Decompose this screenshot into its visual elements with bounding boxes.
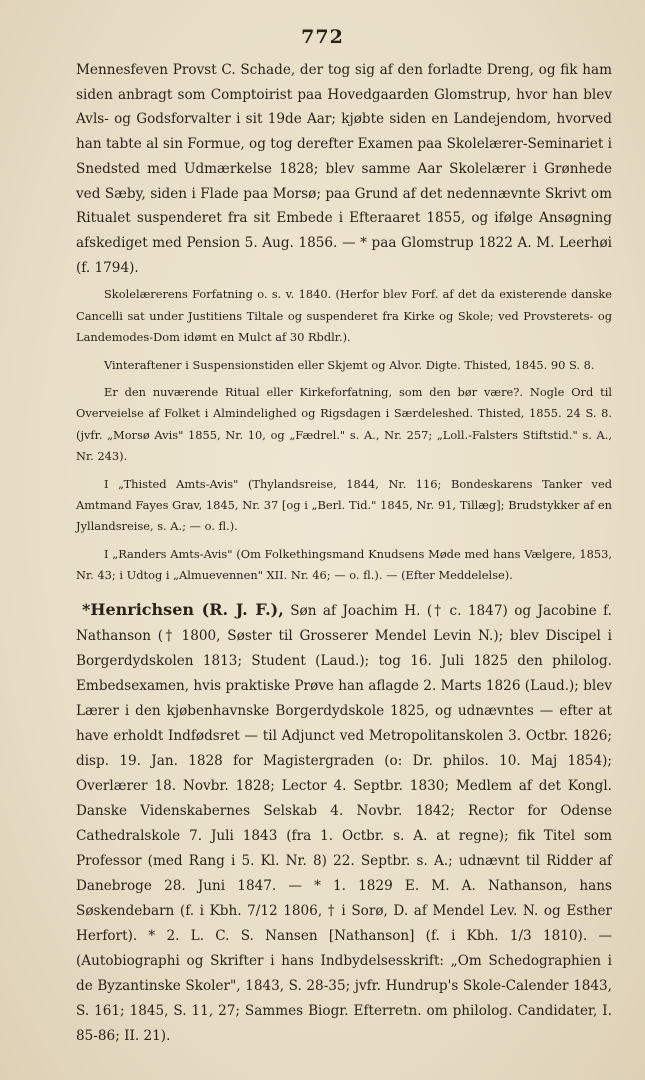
bibliography-item: Er den nuværende Ritual eller Kirkeforfatning, som den bør være?. Nogle Ord til Overveielse af Folket i Almindelighed og Rigsdagen i Særdeleshed. Thisted, 1855. 24 S. 8. (jvfr. „Morsø Avis" 1855, Nr. 10, og „Fædrel." s. A., Nr. 257; „Loll.-Falsters Stiftstid." s. A., Nr. 243). xyxy=(76,384,612,464)
entry-headword: *Henrichsen (R. J. F.), xyxy=(82,599,284,619)
bibliography-item: I „Thisted Amts-Avis" (Thylandsreise, 1844, Nr. 116; Bondeskarens Tanker ved Amtmand Fayes Grav, 1845, Nr. 37 [og i „Berl. Tid." 1845, Nr. 91, Tillæg]; Brudstykker af en Jyllandsreise, s. A.; — o. fl.). xyxy=(76,476,612,534)
page-number: 772 xyxy=(301,26,344,48)
entry-body: Søn af Joachim H. († c. 1847) og Jacobine f. Nathanson († 1800, Søster til Grosserer Mendel Levin N.); blev Discipel i Borgerdydskolen 1813; Student (Laud.); tog 16. Juli 1825 den philolog. Embedsexamen, hvis praktiske Prøve han aflagde 2. Marts 1826 (Laud.); blev Lærer i den kjøbenhavnske Borgerdydskole 1825, og udnævntes — efter at have erholdt Indfødsret — til Adjunct ved Metropolitanskolen 3. Octbr. 1826; disp. 19. Jan. 1828 for Magistergraden (o: Dr. philos. 10. Maj 1854); Overlærer 18. Novbr. 1828; Lector 4. Septbr. 1830; Medlem af det Kongl. Danske Videnskabernes Selskab 4. Novbr. 1842; Rector for Odense Cathedralskole 7. Juli 1843 (fra 1. Octbr. s. A. at regne); fik Titel som Professor (med Rang i 5. Kl. Nr. 8) 22. Septbr. s. A.; udnævnt til Ridder af Danebroge 28. Juni 1847. — * 1. 1829 E. M. A. Nathanson, hans Søskendebarn (f. i Kbh. 7/12 1806, † i Sorø, D. af Mendel Lev. N. og Esther Herfort). * 2. L. C. S. Nansen [Nathanson] (f. i Kbh. 1/3 1810). — (Autobiographi og Skrifter i hans Indbydelsesskrift: „Om Schedographien i de Byzantinske Skoler", 1843, S. 28-35; jvfr. Hundrup's Skole-Calender 1843, S. 161; 1845, S. 11, 27; Sammes Biogr. Efterretn. om philolog. Candidater, I. 85-86; II. 21). xyxy=(76,602,612,1044)
bibliography-item: I „Randers Amts-Avis" (Om Folkethingsmand Knudsens Møde med hans Vælgere, 1853, Nr. 43; i Udtog i „Almuevennen" XII. Nr. 46; — o. fl.). — (Efter Meddelelse). xyxy=(76,546,612,583)
bibliography-item: Skolelærerens Forfatning o. s. v. 1840. (Herfor blev Forf. af det da existerende danske Cancelli sat under Justitiens Tiltale og suspenderet fra Kirke og Skole; ved Provsterets- og Landemodes-Dom idømt en Mulct af 30 Rbdlr.). xyxy=(76,287,612,345)
paragraph-biography-continuation: Mennesfeven Provst C. Schade, der tog sig af den forladte Dreng, og fik ham siden anbragt som Comptoirist paa Hovedgaarden Glomstrup, hvor han blev Avls- og Godsforvalter i sit 19de Aar; kjøbte siden en Landejendom, hvorved han tabte al sin Formue, og tog derefter Examen paa Skolelærer-Seminariet i Snedsted med Udmærkelse 1828; blev samme Aar Skolelærer i Grønhede ved Sæby, siden i Flade paa Morsø; paa Grund af det nedennævnte Skrivt om Ritualet suspenderet fra sit Embede i Efteraaret 1855, og ifølge Ansøgning afskediget med Pension 5. Aug. 1856. — * paa Glomstrup 1822 A. M. Leerhøi (f. 1794). xyxy=(76,62,612,276)
bibliography-item: Vinteraftener i Suspensionstiden eller Skjemt og Alvor. Digte. Thisted, 1845. 90 S. 8. xyxy=(104,357,595,372)
entry-henrichsen xyxy=(76,597,612,1049)
page-content xyxy=(76,58,612,1049)
